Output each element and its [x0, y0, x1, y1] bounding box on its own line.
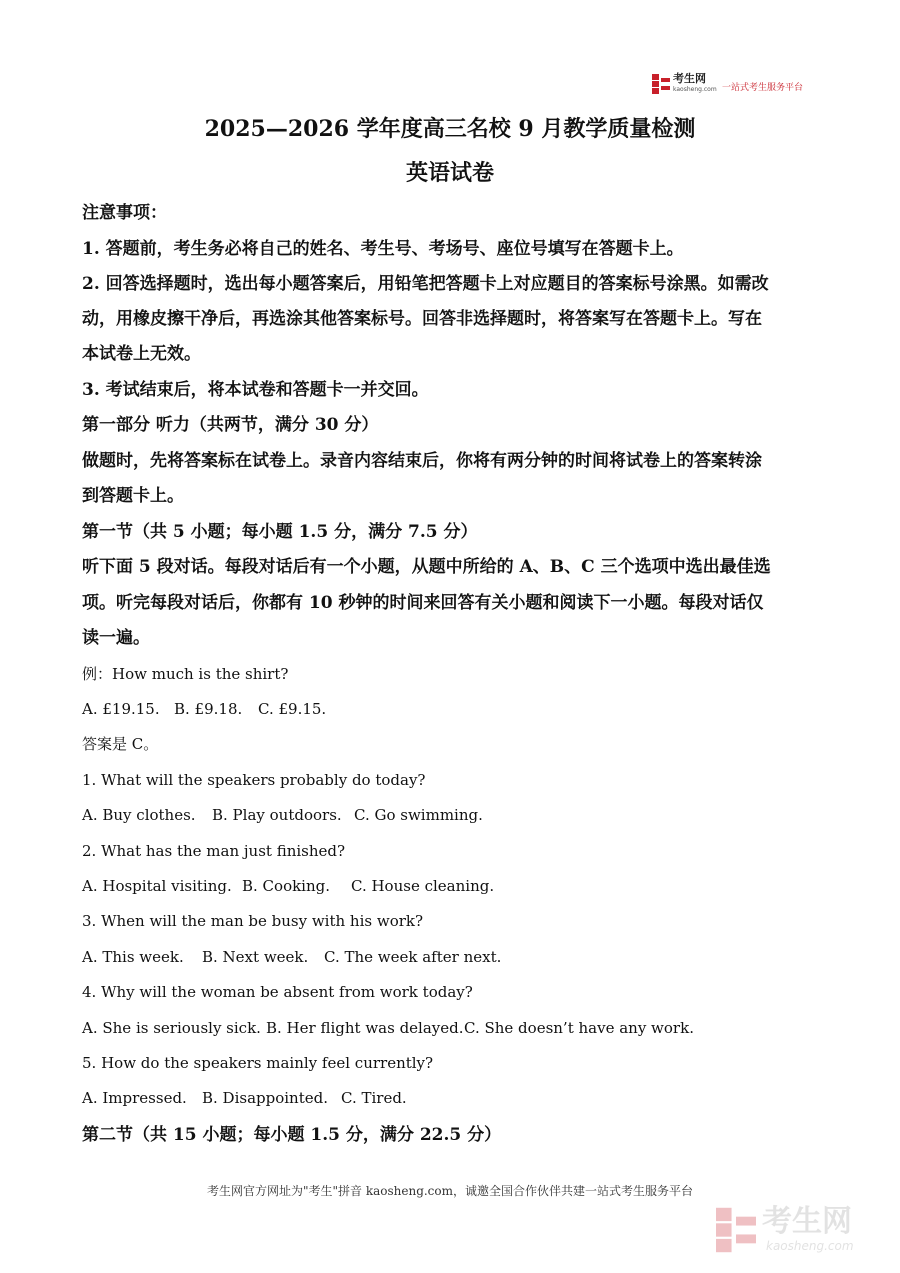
question-3-option-b: B. Next week. — [202, 948, 309, 966]
question-1-option-b: B. Play outdoors. — [212, 806, 342, 824]
question-1-option-c: C. Go swimming. — [354, 806, 483, 824]
question-3: 3. When will the man be busy with his work? — [82, 912, 424, 930]
note-item-2-line-3: 本试卷上无效。 — [82, 344, 201, 364]
section2-heading: 第二节（共 15 小题；每小题 1.5 分，满分 22.5 分） — [82, 1125, 502, 1145]
question-4: 4. Why will the woman be absent from work today? — [82, 983, 473, 1001]
brand-logo — [652, 72, 822, 98]
question-2-options — [82, 876, 494, 896]
section1-intro-line-2: 项。听完每段对话后，你都有 10 秒钟的时间来回答有关小题和阅读下一小题。每段对话仅 — [82, 593, 764, 613]
brand-domain: kaosheng.com — [673, 86, 717, 93]
example-option-a: A. £19.15. — [82, 700, 160, 718]
question-3-option-a: A. This week. — [82, 948, 184, 966]
question-2-option-b: B. Cooking. — [242, 877, 331, 895]
example-option-b: B. £9.18. — [174, 700, 243, 718]
notes-heading: 注意事项： — [82, 203, 167, 223]
question-2-option-a: A. Hospital visiting. — [82, 877, 232, 895]
question-5: 5. How do the speakers mainly feel currently? — [82, 1054, 434, 1072]
brand-watermark — [716, 1205, 886, 1257]
example-answer: 答案是 C。 — [82, 735, 159, 753]
note-item-2-line-2: 动，用橡皮擦干净后，再选涂其他答案标号。回答非选择题时，将答案写在答题卡上。写在 — [82, 309, 762, 329]
question-5-option-b: B. Disappointed. — [202, 1089, 328, 1107]
question-4-option-b: B. Her flight was delayed. — [266, 1019, 464, 1037]
question-3-option-c: C. The week after next. — [324, 948, 502, 966]
watermark-logo-icon — [716, 1207, 756, 1253]
section1-heading: 第一节（共 5 小题；每小题 1.5 分，满分 7.5 分） — [82, 522, 478, 542]
question-4-option-c: C. She doesn’t have any work. — [464, 1019, 694, 1037]
question-3-options — [82, 947, 501, 967]
part1-intro-line-2: 到答题卡上。 — [82, 486, 184, 506]
question-5-option-a: A. Impressed. — [82, 1089, 187, 1107]
brand-slogan: 一站式考生服务平台 — [722, 83, 804, 93]
brand-logo-icon — [652, 74, 670, 94]
question-1-option-a: A. Buy clothes. — [82, 806, 196, 824]
question-2-option-c: C. House cleaning. — [351, 877, 495, 895]
question-1-options — [82, 805, 483, 825]
exam-subject: 英语试卷 — [405, 160, 494, 186]
example-question: 例：How much is the shirt? — [82, 665, 289, 683]
question-1: 1. What will the speakers probably do today? — [82, 771, 426, 789]
page-footer: 考生网官方网址为"考生"拼音 kaosheng.com，诚邀全国合作伙伴共建一站式考生服务平台 — [206, 1184, 694, 1198]
section1-intro-line-3: 读一遍。 — [82, 628, 150, 648]
exam-title: 2025—2026 学年度高三名校 9 月教学质量检测 — [204, 116, 696, 142]
part1-intro-line-1: 做题时，先将答案标在试卷上。录音内容结束后，你将有两分钟的时间将试卷上的答案转涂 — [82, 451, 762, 471]
watermark-name: 考生网 — [762, 1204, 852, 1239]
question-5-option-c: C. Tired. — [341, 1089, 407, 1107]
note-item-3: 3. 考试结束后，将本试卷和答题卡一并交回。 — [82, 380, 429, 400]
question-5-options — [82, 1088, 407, 1108]
brand-name: 考生网 — [673, 72, 706, 85]
example-options — [82, 699, 326, 719]
note-item-1: 1. 答题前，考生务必将自己的姓名、考生号、考场号、座位号填写在答题卡上。 — [82, 239, 684, 259]
section1-intro-line-1: 听下面 5 段对话。每段对话后有一个小题，从题中所给的 A、B、C 三个选项中选出最佳选 — [82, 557, 771, 577]
part1-heading: 第一部分 听力（共两节，满分 30 分） — [82, 415, 379, 435]
watermark-domain: kaosheng.com — [766, 1239, 854, 1253]
question-2: 2. What has the man just finished? — [82, 842, 346, 860]
example-option-c: C. £9.15. — [258, 700, 327, 718]
question-4-option-a: A. She is seriously sick. — [82, 1019, 261, 1037]
note-item-2-line-1: 2. 回答选择题时，选出每小题答案后，用铅笔把答题卡上对应题目的答案标号涂黑。如需改 — [82, 274, 769, 294]
question-4-options — [82, 1018, 694, 1038]
